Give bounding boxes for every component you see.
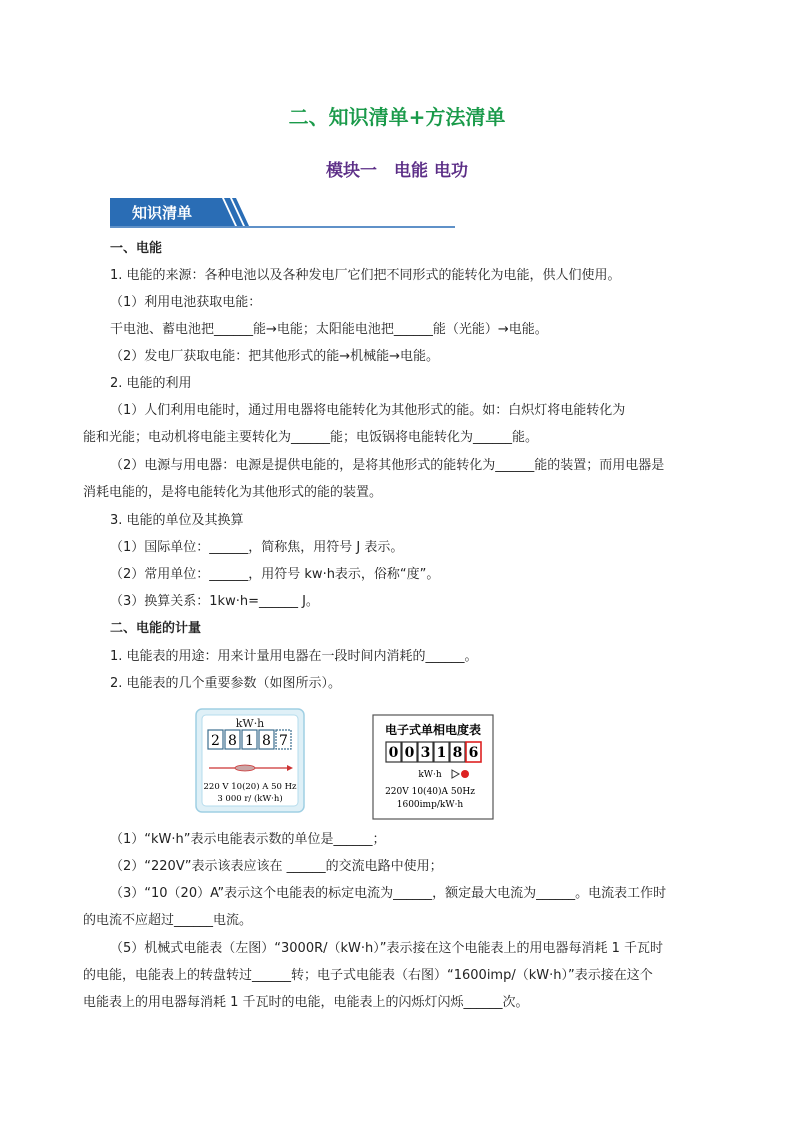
text-line: （2）电源与用电器：电源是提供电能的，是将其他形式的能转化为______能的装置；而用电器是 [110, 458, 665, 473]
meter-digit: 7 [279, 733, 288, 749]
meter-spec-revolutions: 3 000 r/ (kW·h) [217, 794, 283, 804]
meter-digit: 3 [420, 745, 431, 761]
meter-digit: 1 [245, 733, 254, 749]
meter-digit: 8 [262, 733, 271, 749]
section-banner [110, 196, 455, 230]
text-line: 2. 电能表的几个重要参数（如图所示）。 [110, 676, 342, 691]
text-line: 干电池、蓄电池把______能→电能；太阳能电池把______能（光能）→电能。 [110, 322, 548, 337]
text-line: （2）“220V”表示该表应该在 ______的交流电路中使用； [110, 859, 443, 874]
meter-digit: 8 [452, 745, 463, 761]
text-line: 1. 电能表的用途：用来计量用电器在一段时间内消耗的______。 [110, 649, 478, 664]
meter-spec-rating: 220 V 10(20) A 50 Hz [203, 782, 297, 792]
meter-digit: 2 [211, 733, 220, 749]
text-line: （1）利用电池获取电能： [110, 295, 262, 310]
meter-digits [208, 730, 291, 749]
text-line: 3. 电能的单位及其换算 [110, 513, 244, 528]
meter-digit: 0 [404, 745, 415, 761]
text-line: 消耗电能的，是将电能转化为其他形式的能的装置。 [83, 485, 383, 500]
text-line: （1）“kW·h”表示电能表示数的单位是______； [110, 832, 386, 847]
meter-digits [386, 742, 481, 762]
heading-electric-energy: 一、电能 [110, 241, 163, 256]
text-line: （1）国际单位：______，简称焦，用符号 J 表示。 [110, 540, 404, 555]
text-line: 2. 电能的利用 [110, 376, 192, 391]
module-title: 模块一 电能 电功 [326, 161, 468, 181]
heading-energy-metering: 二、电能的计量 [110, 621, 202, 636]
meter-digit: 0 [388, 745, 399, 761]
text-line: 电能表上的用电器每消耗 1 千瓦时的电能，电能表上的闪烁灯闪烁______次。 [83, 995, 529, 1010]
meter-unit-label: kW·h [418, 770, 442, 780]
mechanical-meter-figure [195, 708, 305, 813]
meter-digit: 8 [228, 733, 237, 749]
text-line: （2）常用单位：______，用符号 kw·h表示，俗称“度”。 [110, 567, 440, 582]
electronic-meter-figure [372, 714, 494, 820]
text-line: 的电流不应超过______电流。 [83, 913, 253, 928]
meter-digit: 6 [468, 745, 479, 761]
text-line: 能和光能；电动机将电能主要转化为______能；电饭锅将电能转化为______能。 [83, 430, 539, 445]
meter-digit: 1 [436, 745, 447, 761]
meter-spec-impulses: 1600imp/kW·h [396, 800, 464, 810]
page-title: 二、知识清单+方法清单 [288, 105, 506, 129]
text-line: 1. 电能的来源：各种电池以及各种发电厂它们把不同形式的能转化为电能，供人们使用。 [110, 268, 621, 283]
meter-spec-rating: 220V 10(40)A 50Hz [385, 787, 475, 797]
text-line: （2）发电厂获取电能：把其他形式的能→机械能→电能。 [110, 349, 440, 364]
text-line: （5）机械式电能表（左图）“3000R/（kW·h）”表示接在这个电能表上的用电器每消耗 1 千瓦时 [110, 941, 664, 956]
text-line: （3）“10（20）A”表示这个电能表的标定电流为______，额定最大电流为______。电流表工作时 [110, 886, 667, 901]
banner-label: 知识清单 [132, 204, 193, 222]
text-line: （3）换算关系：1kw·h=______ J。 [110, 594, 319, 609]
meter-title: 电子式单相电度表 [384, 723, 482, 737]
text-line: （1）人们利用电能时，通过用电器将电能转化为其他形式的能。如：白炽灯将电能转化为 [110, 403, 626, 418]
text-line: 的电能，电能表上的转盘转过______转；电子式电能表（右图）“1600imp/（kW·h）”表示接在这个 [83, 968, 653, 983]
meter-unit-label: kW·h [235, 717, 265, 730]
